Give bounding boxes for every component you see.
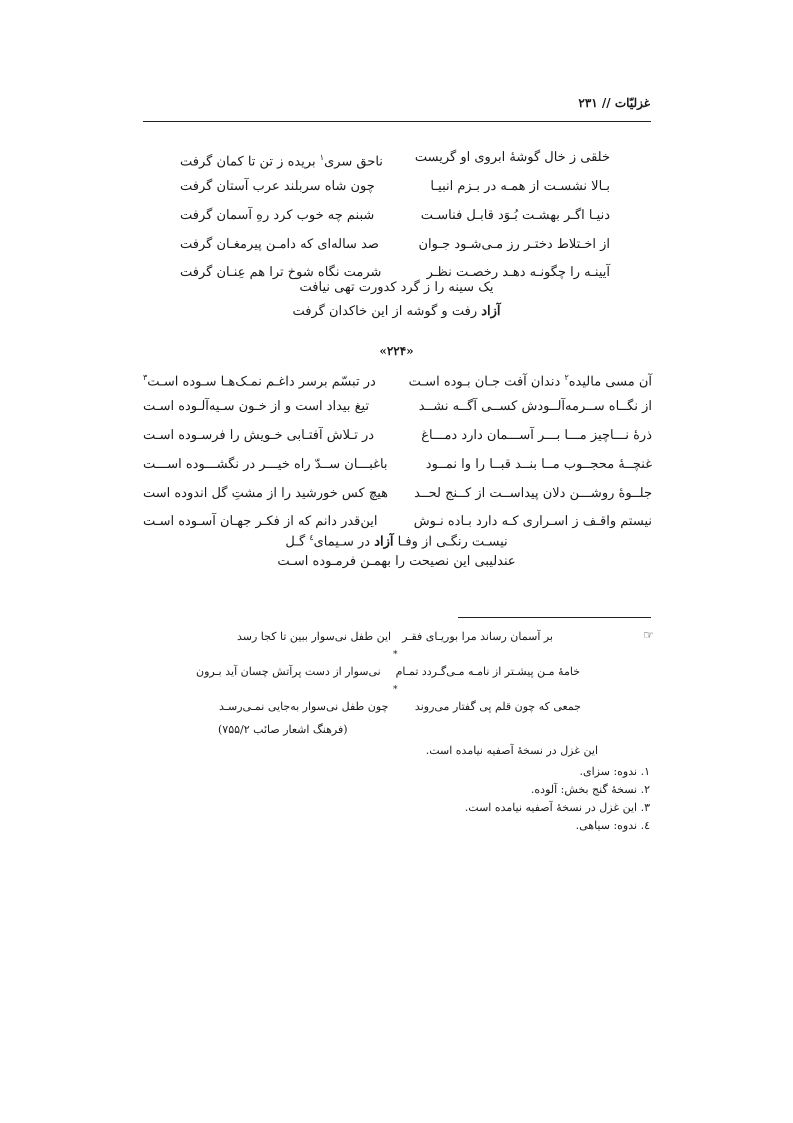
footnote-verse (0, 627, 793, 647)
closing-line-2: عندلیبی این نصیحت را بهمـن فرمـوده اسـت (277, 554, 516, 569)
couplet (0, 366, 793, 390)
closing-line-1: نیسـت رنگـی از وفـا آزاد در سـیمای$^٤$ گـل (285, 533, 508, 550)
footnote-note: این غزل در نسخهٔ آصفیه نیامده است. (425, 744, 598, 757)
footnote-verse (0, 697, 793, 717)
footnote-ref[interactable]: ٤ (309, 533, 314, 542)
couplet (0, 233, 793, 257)
hemistich-left: نی‌سوار از دست پرآتش چسان آید بـرون (196, 665, 381, 678)
asterisk-separator: * (393, 685, 398, 695)
poet-pen-name: آزاد (481, 304, 501, 319)
hemistich-left: چون شاه سربلند عرب آستان گرفت (180, 179, 375, 194)
hemistich-right: بر آسمان رساند مرا بوریـای فقـر (402, 630, 553, 643)
hemistich-left: در تـلاش آفتـابی خـویش را فرسـوده اسـت (143, 428, 375, 443)
ghazal-number: «۲۲۴» (379, 344, 414, 358)
running-header: غزلیّات // ۲۳۱ (578, 96, 650, 110)
footnote-ref[interactable]: ۱ (319, 153, 325, 162)
footnote-ref[interactable]: ۲ (564, 373, 569, 382)
closing-line-1: یک سینه را ز گرد کدورت تهی نیافت (299, 280, 494, 295)
couplet (0, 204, 793, 228)
hemistich-right: خامهٔ مـن پیشـتر از نامـه مـی‌گـردد تمـام (395, 665, 580, 678)
couplet (0, 146, 793, 170)
footnote-verse (0, 662, 793, 682)
hemistich-left: شرمت نگاه شوخ ترا هم عِنـان گرفت (180, 265, 382, 280)
poet-pen-name: آزاد (374, 534, 394, 550)
pointing-hand-icon: ☞ (643, 628, 654, 642)
hemistich-left: ناحق سری$^۱$ بریده ز تن تا کمان گرفت (180, 153, 383, 170)
hemistich-left: باغبـــان ســدّ راه خیـــر در نگشـــوده اســـت (143, 457, 388, 472)
hemistich-left: تیغ بیداد است و از خـون سـیه‌آلـوده اسـت (143, 399, 370, 414)
hemistich-right: از اخـتلاط دختـر رز مـی‌شـود جـوان (418, 237, 610, 252)
hemistich-right: غنچــهٔ محجــوب مــا بنــد قبــا را وا نمــود (425, 457, 652, 472)
hemistich-left: این‌قدر دانم که از فکـر جهـان آسـوده اسـت (143, 514, 378, 529)
footnote-item: ۲. نسخهٔ گنج بخش: آلوده. (530, 783, 650, 796)
footnote-rule (458, 617, 651, 618)
couplet (0, 424, 793, 448)
hemistich-right: ذرهٔ نـــاچیز مـــا بـــر آســـمان دارد دمـــاغ (421, 428, 652, 443)
couplet (0, 395, 793, 419)
hemistich-right: دنیـا اگـر بهشـت بُـوَد قابـل فناسـت (420, 208, 610, 223)
asterisk-separator: * (393, 650, 398, 660)
header-rule (143, 121, 651, 122)
footnote-ref[interactable]: ۳ (143, 373, 148, 382)
hemistich-right: جمعی که چون قلم پی گفتار می‌روند (414, 700, 581, 713)
hemistich-left: این طفل نی‌سوار ببین تا کجا رسد (237, 630, 392, 643)
hemistich-left: در تبسّم برسر داغـم نمـک‌هـا سـوده اسـت$^۳$ (143, 373, 376, 390)
footnote-item: ۳. این غزل در نسخهٔ آصفیه نیامده است. (464, 801, 650, 814)
hemistich-right: جلــوهٔ روشـــن دلان پیداســت از کــنج لحــد (414, 486, 652, 501)
hemistich-left: هیچ کس خورشید را از مشتِ گل اندوده است (143, 486, 389, 501)
footnote-source: (فرهنگ اشعار صائب ۷۵۵/۲) (218, 723, 348, 736)
hemistich-left: صد ساله‌ای که دامـن پیرمغـان گرفت (180, 237, 379, 252)
hemistich-right: آن مسی مالیده$^۲$ دندان آفت جـان بـوده اسـت (408, 373, 652, 390)
hemistich-right: نیستم واقـف ز اسـراری کـه دارد بـاده نـوش (413, 514, 652, 529)
couplet (0, 453, 793, 477)
hemistich-right: از نگــاه ســرمه‌آلــودش کســی آگــه نشــد (418, 399, 652, 414)
hemistich-right: خلقی ز خال گوشهٔ ابروی او گریست (414, 150, 610, 165)
couplet (0, 482, 793, 506)
couplet (0, 175, 793, 199)
hemistich-left: شبنم چه خوب کرد رهِ آسمان گرفت (180, 208, 375, 223)
hemistich-right: آیینـه را چگونـه دهـد رخصـت نظـر (426, 265, 610, 280)
hemistich-left: چون طفل نی‌سوار به‌جایی نمـی‌رسـد (219, 700, 389, 713)
closing-line-2: آزاد رفت و گوشه از این خاکدان گرفت (292, 304, 501, 319)
footnote-item: ٤. ندوه: سیاهی. (575, 819, 650, 832)
footnote-item: ۱. ندوه: سزای. (579, 765, 650, 778)
hemistich-right: بـالا نشسـت از همـه در بـزم انبیـا (430, 179, 610, 194)
